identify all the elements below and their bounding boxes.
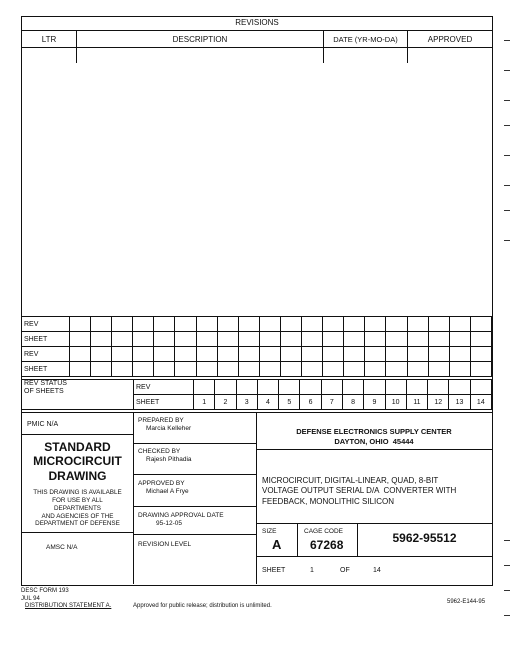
rev-status-cell — [279, 380, 300, 395]
scan-edge-tick — [504, 540, 510, 541]
rev-grid-cell — [365, 347, 386, 362]
rev-status-sheet-number: 6 — [300, 395, 321, 410]
rev-grid-cell — [323, 362, 344, 377]
rev-grid-cell — [238, 362, 259, 377]
rev-grid-cell — [449, 332, 470, 347]
rev-sheet-grid — [21, 316, 492, 377]
revision-level-label: REVISION LEVEL — [138, 541, 192, 548]
rev-grid-cell — [70, 332, 91, 347]
size-label: SIZE — [262, 528, 277, 535]
prepared-by-name: Marcia Kelleher — [146, 425, 192, 432]
rev-grid-cell — [91, 332, 112, 347]
rev-status-cell — [236, 380, 257, 395]
rev-grid-cell — [217, 362, 238, 377]
rev-status-sheet-number: 2 — [215, 395, 236, 410]
rev-grid-cell — [365, 332, 386, 347]
prepared-by-label: PREPARED BY — [138, 417, 184, 424]
rev-status-sheet-number: 4 — [257, 395, 278, 410]
rev-grid-cell — [470, 362, 491, 377]
rev-grid-cell — [344, 332, 365, 347]
rev-grid-cell — [302, 332, 323, 347]
rev-grid-cell — [91, 347, 112, 362]
rev-status-cell — [449, 380, 470, 395]
rev-grid-cell — [365, 362, 386, 377]
rev-grid-cell — [259, 362, 280, 377]
amsc-label: AMSC N/A — [46, 544, 78, 551]
rev-grid-row-label: REV — [22, 347, 70, 362]
approval-date-value: 95-12-05 — [156, 520, 183, 527]
rev-grid-cell — [428, 362, 449, 377]
sheet-number: 1 — [310, 567, 314, 574]
rev-status-sheet-number: 11 — [406, 395, 427, 410]
rev-grid-cell — [133, 347, 154, 362]
form-date: JUL 94 — [21, 596, 40, 602]
agency-name: DEFENSE ELECTRONICS SUPPLY CENTER DAYTON, OHIO 45444 — [296, 427, 452, 446]
rev-grid-cell — [112, 317, 133, 332]
rev-status-cell — [470, 380, 491, 395]
rev-grid-cell — [175, 317, 196, 332]
rev-grid-cell — [302, 362, 323, 377]
revisions-col-date: DATE (YR-MO-DA) — [333, 35, 398, 44]
rev-grid-row — [22, 332, 492, 347]
scan-edge-tick — [504, 615, 510, 616]
rev-status-rev-label: REV — [134, 380, 194, 395]
rev-status-label: REV STATUS OF SHEETS — [22, 380, 134, 410]
rev-grid-cell — [112, 347, 133, 362]
rev-grid-cell — [217, 317, 238, 332]
rev-grid-cell — [344, 362, 365, 377]
scan-edge-tick — [504, 240, 510, 241]
rev-grid-cell — [280, 332, 301, 347]
rev-grid-cell — [386, 362, 407, 377]
rev-grid-cell — [280, 317, 301, 332]
pmic-label: PMIC N/A — [27, 421, 59, 428]
rev-status-cell — [300, 380, 321, 395]
rev-status-cell — [321, 380, 342, 395]
sheet-of-label: OF — [340, 567, 350, 574]
sheet-label: SHEET — [262, 567, 286, 574]
form-number: DESC FORM 193 — [21, 588, 69, 594]
rev-status-sheet-number: 3 — [236, 395, 257, 410]
standard-microcircuit-drawing: STANDARD MICROCIRCUIT DRAWING — [33, 440, 122, 483]
rev-grid-cell — [91, 317, 112, 332]
cage-code-label: CAGE CODE — [304, 528, 344, 535]
rev-status-sheet-number: 12 — [428, 395, 449, 410]
rev-grid-cell — [470, 332, 491, 347]
rev-grid-cell — [133, 332, 154, 347]
rev-grid-cell — [449, 317, 470, 332]
rev-grid-row-label: SHEET — [22, 332, 70, 347]
revisions-col-ltr: LTR — [41, 35, 57, 44]
rev-grid-cell — [154, 332, 175, 347]
rev-grid-row-label: REV — [22, 317, 70, 332]
scan-edge-tick — [504, 70, 510, 71]
rev-status-cell — [215, 380, 236, 395]
revisions-col-approved: APPROVED — [427, 35, 473, 44]
rev-status-cell — [194, 380, 215, 395]
drawing-title: MICROCIRCUIT, DIGITAL-LINEAR, QUAD, 8-BIT VOLTAGE OUTPUT SERIAL D/A CONVERTER WITH FEEDBACK, MONOLITHIC SILICON — [262, 476, 457, 506]
rev-grid-cell — [365, 317, 386, 332]
rev-grid-cell — [175, 362, 196, 377]
scan-edge-tick — [504, 100, 510, 101]
scan-edge-tick — [504, 185, 510, 186]
scan-edge-tick — [504, 40, 510, 41]
cage-code-value: 67268 — [310, 538, 344, 552]
rev-grid-row-label: SHEET — [22, 362, 70, 377]
rev-grid-cell — [428, 347, 449, 362]
rev-grid-cell — [133, 317, 154, 332]
distribution-statement-text: Approved for public release; distribution is unlimited. — [133, 603, 272, 609]
rev-status-cell — [257, 380, 278, 395]
rev-status-sheet-number: 7 — [321, 395, 342, 410]
rev-grid-cell — [238, 332, 259, 347]
rev-status-sheet-number: 1 — [194, 395, 215, 410]
rev-grid-cell — [196, 317, 217, 332]
rev-grid-cell — [407, 332, 428, 347]
rev-grid-cell — [407, 347, 428, 362]
rev-grid-cell — [386, 347, 407, 362]
checked-by-name: Rajesh Pithadia — [146, 456, 192, 463]
scan-edge-tick — [504, 565, 510, 566]
rev-grid-cell — [386, 317, 407, 332]
rev-grid-cell — [344, 347, 365, 362]
rev-grid-cell — [196, 347, 217, 362]
rev-grid-cell — [470, 317, 491, 332]
rev-grid-row — [22, 362, 492, 377]
rev-grid-cell — [344, 317, 365, 332]
rev-grid-row — [22, 317, 492, 332]
rev-grid-cell — [449, 347, 470, 362]
distribution-statement-label: DISTRIBUTION STATEMENT A. — [25, 603, 112, 609]
rev-grid-cell — [154, 317, 175, 332]
rev-status-cell — [428, 380, 449, 395]
scan-edge-tick — [504, 590, 510, 591]
rev-status-sheet-number: 14 — [470, 395, 491, 410]
rev-status-sheet-number: 10 — [385, 395, 406, 410]
scan-edge-tick — [504, 125, 510, 126]
rev-status-sheet-label: SHEET — [134, 395, 194, 410]
rev-status-cell — [364, 380, 385, 395]
rev-grid-cell — [323, 347, 344, 362]
scan-edge-tick — [504, 210, 510, 211]
rev-grid-cell — [428, 317, 449, 332]
rev-grid-cell — [259, 317, 280, 332]
rev-grid-cell — [133, 362, 154, 377]
rev-grid-cell — [112, 332, 133, 347]
rev-grid-cell — [196, 332, 217, 347]
rev-status-sheet-number: 9 — [364, 395, 385, 410]
rev-grid-row — [22, 347, 492, 362]
rev-grid-cell — [112, 362, 133, 377]
rev-grid-cell — [259, 332, 280, 347]
revisions-title: REVISIONS — [235, 18, 279, 27]
rev-grid-cell — [386, 332, 407, 347]
rev-grid-cell — [154, 362, 175, 377]
rev-grid-cell — [323, 317, 344, 332]
rev-status-cell — [406, 380, 427, 395]
rev-status-cell — [342, 380, 363, 395]
rev-grid-cell — [302, 347, 323, 362]
rev-grid-cell — [407, 317, 428, 332]
rev-grid-cell — [428, 332, 449, 347]
rev-grid-cell — [154, 347, 175, 362]
rev-grid-cell — [70, 347, 91, 362]
sheet-total: 14 — [373, 567, 381, 574]
rev-grid-cell — [407, 362, 428, 377]
document-form-number: 5962-E144-95 — [447, 599, 486, 605]
rev-grid-cell — [217, 332, 238, 347]
rev-grid-cell — [175, 347, 196, 362]
rev-grid-cell — [280, 362, 301, 377]
rev-grid-cell — [470, 347, 491, 362]
rev-grid-cell — [238, 347, 259, 362]
approved-by-label: APPROVED BY — [138, 480, 185, 487]
rev-status-sheet-number: 13 — [449, 395, 470, 410]
rev-grid-cell — [259, 347, 280, 362]
approved-by-name: Michael A Frye — [146, 488, 189, 495]
rev-status-cell — [385, 380, 406, 395]
rev-grid-cell — [175, 332, 196, 347]
rev-grid-cell — [91, 362, 112, 377]
size-value: A — [272, 537, 282, 552]
rev-grid-cell — [196, 362, 217, 377]
checked-by-label: CHECKED BY — [138, 448, 181, 455]
rev-grid-cell — [70, 362, 91, 377]
rev-grid-cell — [70, 317, 91, 332]
rev-grid-cell — [217, 347, 238, 362]
rev-grid-cell — [323, 332, 344, 347]
availability-statement: THIS DRAWING IS AVAILABLE FOR USE BY ALL DEPARTMENTS AND AGENCIES OF THE DEPARTMENT OF DEFENSE — [33, 489, 122, 528]
scan-edge-tick — [504, 155, 510, 156]
rev-grid-cell — [449, 362, 470, 377]
approval-date-label: DRAWING APPROVAL DATE — [138, 512, 224, 519]
rev-status-sheet-number: 5 — [279, 395, 300, 410]
rev-grid-cell — [238, 317, 259, 332]
rev-status-sheet-number: 8 — [342, 395, 363, 410]
rev-grid-cell — [280, 347, 301, 362]
revisions-col-description: DESCRIPTION — [172, 35, 228, 44]
rev-grid-cell — [302, 317, 323, 332]
rev-status-grid — [21, 379, 492, 410]
drawing-number: 5962-95512 — [392, 531, 457, 545]
